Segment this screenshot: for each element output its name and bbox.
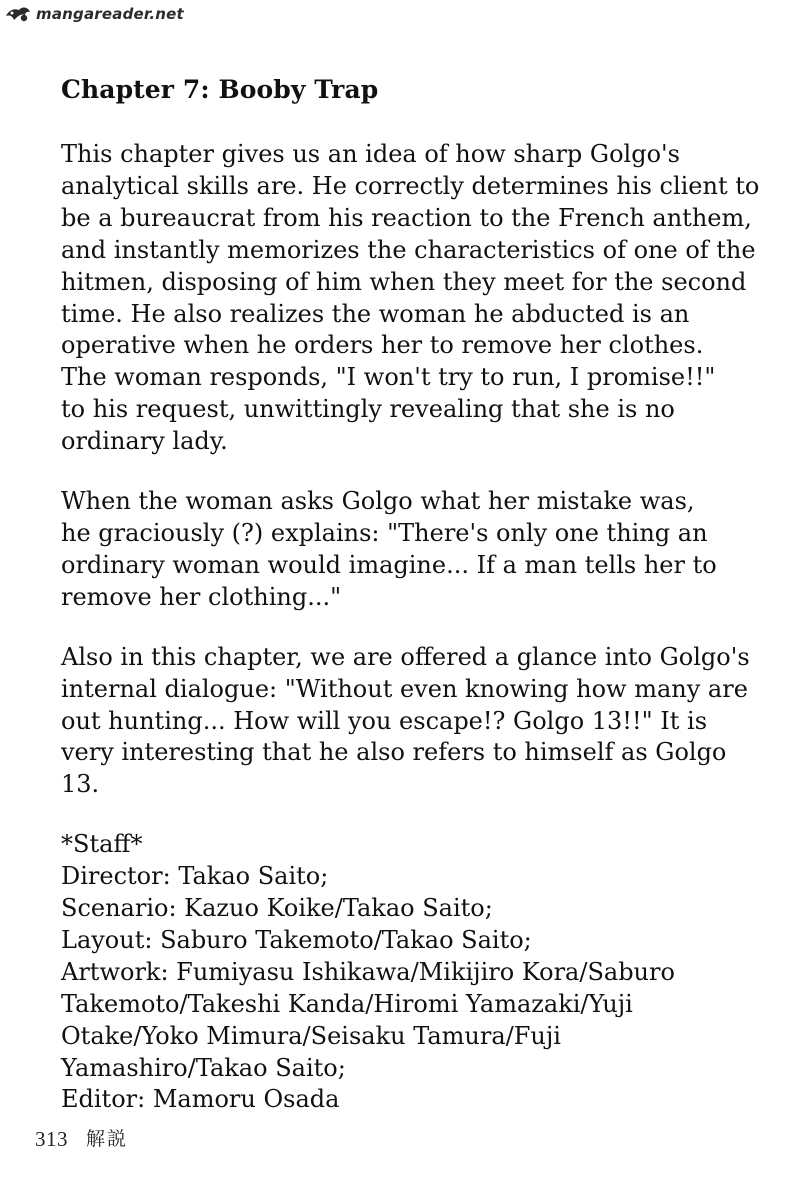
staff-line: Scenario: Kazuo Koike/Takao Saito; xyxy=(61,894,493,923)
paragraph-analysis: This chapter gives us an idea of how sharp Golgo's analytical skills are. He correctly determines his client to be a bureaucrat from his reaction to the French anthem, and instantly memorizes the characteristics of one of the hitmen, disposing of him when they meet for the second time. He also realizes the woman he abducted is an operative when he orders her to remove her clothes. The woman responds, "I won't try to run, I promise!!" to his request, unwittingly revealing that she is no ordinary lady. xyxy=(61,140,760,456)
staff-line: Yamashiro/Takao Saito; xyxy=(61,1053,346,1082)
page-footer xyxy=(35,1125,128,1153)
staff-line: Director: Takao Saito; xyxy=(61,862,329,891)
staff-line: Otake/Yoko Mimura/Seisaku Tamura/Fuji xyxy=(61,1021,561,1050)
commentary-label: 解説 xyxy=(86,1128,129,1150)
manga-reader-logo-icon xyxy=(4,3,32,25)
document-page xyxy=(61,70,761,1116)
staff-line: Artwork: Fumiyasu Ishikawa/Mikijiro Kora/Saburo xyxy=(61,957,675,986)
paragraph-dialogue: Also in this chapter, we are offered a glance into Golgo's internal dialogue: "Without even knowing how many are out hunting... How will you escape!? Golgo 13!!" It is very interesting that he also refers to himself as Golgo 13. xyxy=(61,642,750,799)
paragraph-explanation: When the woman asks Golgo what her mistake was, he graciously (?) explains: "There's only one thing an ordinary woman would imagine... If a man tells her to remove her clothing..." xyxy=(61,487,717,611)
staff-line: Layout: Saburo Takemoto/Takao Saito; xyxy=(61,925,532,954)
staff-line: Takemoto/Takeshi Kanda/Hiromi Yamazaki/Yuji xyxy=(61,989,633,1018)
staff-credits xyxy=(61,829,761,1116)
watermark-text: mangareader.net xyxy=(36,5,184,23)
watermark xyxy=(4,2,184,26)
page-number: 313 xyxy=(35,1127,68,1151)
staff-line: Editor: Mamoru Osada xyxy=(61,1085,340,1114)
chapter-title: Chapter 7: Booby Trap xyxy=(61,75,379,104)
staff-heading: *Staff* xyxy=(61,830,143,859)
